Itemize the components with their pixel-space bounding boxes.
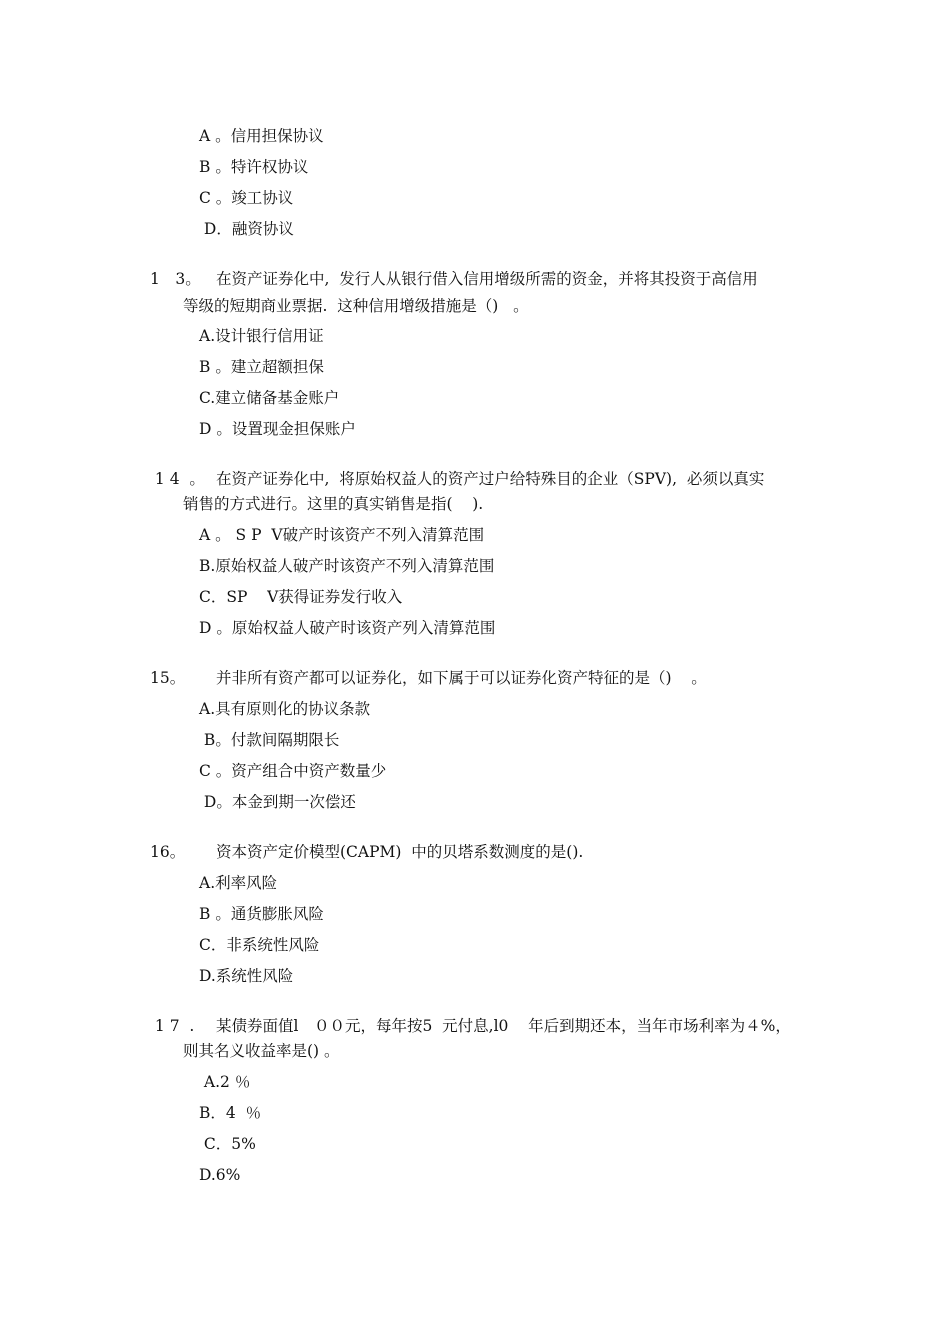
option-a: A.利率风险 (199, 874, 278, 892)
question-text: 某债券面值l ００元，每年按5 元付息,l0 年后到期还本，当年市场利率为４%， (216, 1017, 791, 1035)
question-number: 1 4 。 (150, 470, 205, 488)
option-d: D.系统性风险 (199, 967, 294, 985)
question-text: 并非所有资产都可以证券化，如下属于可以证券化资产特征的是（) 。 (216, 669, 707, 687)
option-b: B.原始权益人破产时该资产不列入清算范围 (199, 557, 495, 575)
option-a: A 。信用担保协议 (199, 127, 324, 145)
option-c: C 。资产组合中资产数量少 (199, 762, 387, 780)
option-b: B 。建立超额担保 (199, 358, 324, 376)
option-d: D.6% (199, 1166, 241, 1184)
option-d: D．融资协议 (199, 220, 294, 238)
option-c: C．非系统性风险 (199, 936, 320, 954)
question-number: 15。 (150, 669, 186, 687)
question-text-continued: 等级的短期商业票据. 这种信用增级措施是（) 。 (183, 297, 529, 315)
question-text: 在资产证券化中, 将原始权益人的资产过户给特殊目的企业（SPV), 必须以真实 (216, 470, 765, 488)
option-d: D 。设置现金担保账户 (199, 420, 356, 438)
option-b: B．4 ％ (199, 1104, 262, 1122)
question-number: 1 7 . (150, 1017, 195, 1035)
question-text-continued: 则其名义收益率是() 。 (183, 1042, 340, 1060)
option-a: A.设计银行信用证 (199, 327, 324, 345)
question-number: 16。 (150, 843, 186, 861)
option-c: C．SP V获得证券发行收入 (199, 588, 403, 606)
option-a: A 。 S P V破产时该资产不列入清算范围 (199, 526, 485, 544)
option-d: D。本金到期一次偿还 (199, 793, 356, 811)
question-text-continued: 销售的方式进行。这里的真实销售是指( ). (183, 495, 484, 513)
option-b: B 。特许权协议 (199, 158, 309, 176)
option-a: A.2 ％ (199, 1073, 251, 1091)
option-b: B 。通货膨胀风险 (199, 905, 324, 923)
option-c: C.建立储备基金账户 (199, 389, 340, 407)
option-b: B。付款间隔期限长 (199, 731, 340, 749)
option-c: C 。竣工协议 (199, 189, 294, 207)
question-text: 在资产证券化中, 发行人从银行借入信用增级所需的资金，并将其投资于高信用 (216, 270, 758, 288)
option-a: A.具有原则化的协议条款 (199, 700, 371, 718)
option-c: C．5% (199, 1135, 256, 1153)
question-text: 资本资产定价模型(CAPM) 中的贝塔系数测度的是(). (216, 843, 584, 861)
question-number: 1 3。 (150, 270, 201, 288)
option-d: D 。原始权益人破产时该资产列入清算范围 (199, 619, 496, 637)
